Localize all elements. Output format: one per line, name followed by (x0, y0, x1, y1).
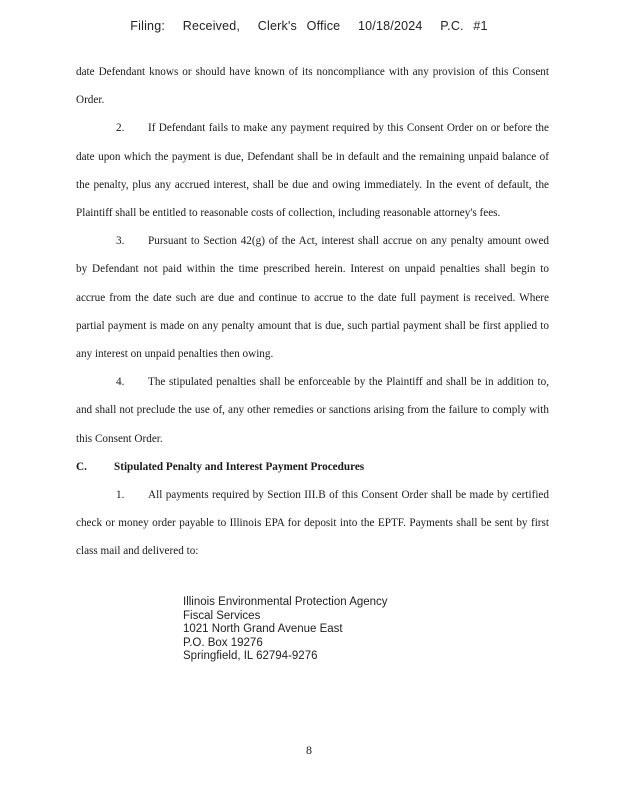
filing-header (0, 19, 618, 33)
paragraph-text: The stipulated penalties shall be enforceable by the Plaintiff and shall be in addition to, and shall not preclude the use of, any other remedies or sanctions arising from the failure to comply with this Consent Order. (76, 376, 549, 445)
section-title: Stipulated Penalty and Interest Payment Procedures (114, 460, 365, 473)
paragraph-number: 2. (116, 122, 125, 135)
docket-number: P.C. #1 (440, 19, 488, 33)
page-number: 8 (306, 743, 312, 757)
paragraph-number: 1. (116, 489, 125, 502)
filing-label: Filing: (130, 19, 166, 33)
address-line-agency: Illinois Environmental Protection Agency (183, 596, 388, 608)
address-line-department: Fiscal Services (183, 609, 261, 622)
continuation-paragraph: date Defendant knows or should have known of its noncompliance with any provision of this Consent Order. (76, 66, 549, 107)
paragraph-text: All payments required by Section III.B of this Consent Order shall be made by certified check or money order payable to Illinois EPA for deposit into the EPTF. Payments shall be sent by first class mail and delivered to: (76, 489, 549, 558)
paragraph-3 (76, 227, 549, 368)
filing-date: 10/18/2024 (357, 19, 423, 33)
received-label: Received, (182, 19, 241, 33)
section-paragraph-1 (76, 481, 549, 566)
paragraph-number: 3. (116, 235, 125, 248)
document-body (76, 58, 549, 566)
paragraph-text: Pursuant to Section 42(g) of the Act, interest shall accrue on any penalty amount owed by Defendant not paid within the time prescribed herein. Interest on unpaid penalties shall begin to accrue from the date such are due and continue to accrue to the date full payment is received. Where partial payment is made on any penalty amount that is due, such partial payment shall be first applied to any interest on unpaid penalties then owing. (76, 235, 549, 361)
section-letter: C. (76, 460, 87, 473)
section-heading (76, 453, 549, 481)
paragraph-number: 4. (116, 376, 125, 389)
address-line-street: 1021 North Grand Avenue East (183, 623, 343, 636)
address-line-city: Springfield, IL 62794-9276 (183, 650, 318, 663)
paragraph-text: If Defendant fails to make any payment required by this Consent Order on or before the date upon which the payment is due, Defendant shall be in default and the remaining unpaid balance of the penalty, plus any accrued interest, shall be due and owing immediately. In the event of default, the Plaintiff shall be entitled to reasonable costs of collection, including reasonable attorney's fees. (76, 122, 549, 220)
paragraph-2 (76, 114, 549, 227)
office-label: Clerk's Office (257, 19, 341, 33)
mailing-address (183, 596, 388, 664)
paragraph-4 (76, 368, 549, 453)
address-line-po-box: P.O. Box 19276 (183, 636, 263, 649)
